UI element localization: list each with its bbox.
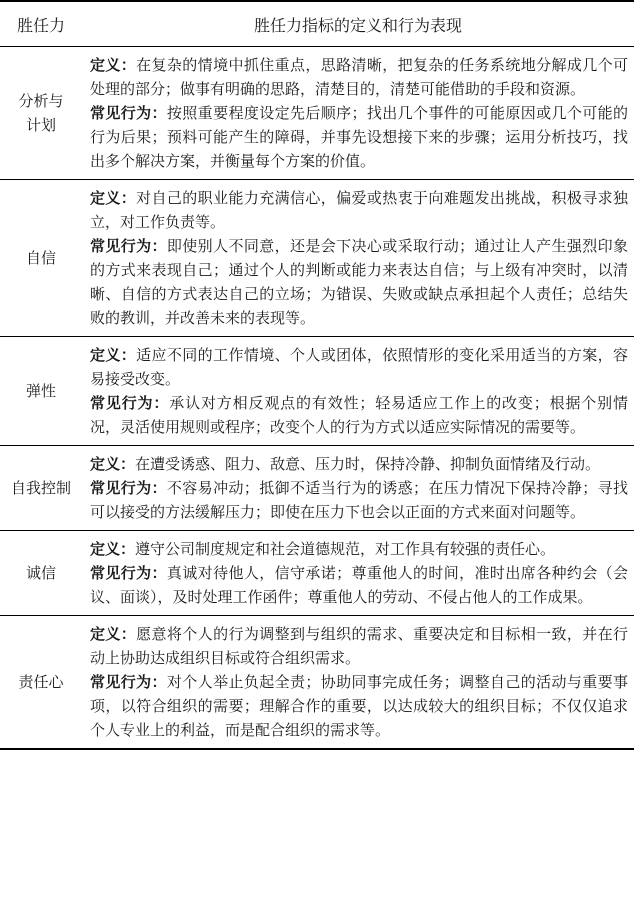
table-row-analysis-planning xyxy=(0,47,634,180)
competency-name: 诚信 xyxy=(25,564,56,582)
behavior-label: 常见行为： xyxy=(90,479,167,497)
behavior-line xyxy=(90,391,628,439)
behavior-line xyxy=(90,234,628,330)
behavior-line xyxy=(90,561,628,609)
definition-line xyxy=(90,53,628,101)
definition-line xyxy=(90,537,628,561)
behavior-label: 常见行为： xyxy=(90,237,167,255)
competency-description xyxy=(82,337,634,446)
definition-text: 遵守公司制度规定和社会道德规范，对工作具有较强的责任心。 xyxy=(135,540,556,558)
behavior-text: 承认对方相反观点的有效性；轻易适应工作上的改变；根据个别情况，灵活使用规则或程序；改变个人的行为方式以适应实际情况的需要等。 xyxy=(90,394,628,436)
table-header-row xyxy=(0,1,634,47)
definition-text: 对自己的职业能力充满信心，偏爱或热衷于向难题发出挑战，积极寻求独立，对工作负责等。 xyxy=(90,189,628,231)
behavior-label: 常见行为： xyxy=(90,673,167,691)
definition-label: 定义： xyxy=(90,625,137,643)
competency-description xyxy=(82,180,634,337)
header-competency: 胜任力 xyxy=(0,1,82,47)
definition-line xyxy=(90,186,628,234)
table-row-confidence xyxy=(0,180,634,337)
competency-description xyxy=(82,47,634,180)
competency-description xyxy=(82,616,634,750)
table-row-responsibility xyxy=(0,616,634,750)
definition-label: 定义： xyxy=(90,346,137,364)
behavior-line xyxy=(90,476,628,524)
table-row-flexibility xyxy=(0,337,634,446)
behavior-text: 真诚对待他人，信守承诺；尊重他人的时间，准时出席各种约会（会议、面谈），及时处理工作函件；尊重他人的劳动、不侵占他人的工作成果。 xyxy=(90,564,628,606)
table-row-integrity xyxy=(0,531,634,616)
behavior-text: 对个人举止负起全责；协助同事完成任务；调整自己的活动与重要事项，以符合组织的需要；理解合作的重要，以达成较大的组织目标；不仅仅追求个人专业上的利益，而是配合组织的需求等。 xyxy=(90,673,628,739)
behavior-label: 常见行为： xyxy=(90,564,167,582)
competency-name xyxy=(0,47,82,180)
definition-line xyxy=(90,452,628,476)
definition-label: 定义： xyxy=(90,189,137,207)
definition-label: 定义： xyxy=(90,56,137,74)
behavior-text: 即使别人不同意，还是会下决心或采取行动；通过让人产生强烈印象的方式来表现自己；通过个人的判断或能力来表达自信；与上级有冲突时，以清晰、自信的方式表达自己的立场；为错误、失败或缺点承担起个人责任；总结失败的教训，并改善未来的表现等。 xyxy=(90,237,628,327)
competency-description xyxy=(82,531,634,616)
competency-name: 弹性 xyxy=(25,382,56,400)
table-row-self-control xyxy=(0,446,634,531)
definition-line xyxy=(90,343,628,391)
competency-description xyxy=(82,446,634,531)
definition-label: 定义： xyxy=(90,540,136,558)
behavior-line xyxy=(90,101,628,173)
behavior-text: 按照重要程度设定先后顺序；找出几个事件的可能原因或几个可能的行为后果；预料可能产生的障碍，并事先设想接下来的步骤；运用分析技巧，找出多个解决方案，并衡量每个方案的价值。 xyxy=(90,104,628,170)
behavior-label: 常见行为： xyxy=(90,104,167,122)
behavior-line xyxy=(90,670,628,742)
definition-text: 愿意将个人的行为调整到与组织的需求、重要决定和目标相一致，并在行动上协助达成组织目标或符合组织需求。 xyxy=(90,625,628,667)
behavior-text: 不容易冲动；抵御不适当行为的诱惑；在压力情况下保持冷静；寻找可以接受的方法缓解压力；即使在压力下也会以正面的方式来面对问题等。 xyxy=(90,479,628,521)
header-definition-behavior: 胜任力指标的定义和行为表现 xyxy=(82,1,634,47)
competency-name: 自信 xyxy=(25,249,56,267)
definition-line xyxy=(90,622,628,670)
competency-name-text: 分析与计划 xyxy=(18,92,64,134)
definition-text: 在遭受诱惑、阻力、敌意、压力时，保持冷静、抑制负面情绪及行动。 xyxy=(135,455,601,473)
behavior-label: 常见行为： xyxy=(90,394,170,412)
competency-name: 自我控制 xyxy=(10,479,71,497)
definition-label: 定义： xyxy=(90,455,136,473)
definition-text: 适应不同的工作情境、个人或团体，依照情形的变化采用适当的方案，容易接受改变。 xyxy=(90,346,628,388)
definition-text: 在复杂的情境中抓住重点，思路清晰，把复杂的任务系统地分解成几个可处理的部分；做事有明确的思路，清楚目的，清楚可能借助的手段和资源。 xyxy=(90,56,628,98)
competency-name: 责任心 xyxy=(18,673,64,691)
